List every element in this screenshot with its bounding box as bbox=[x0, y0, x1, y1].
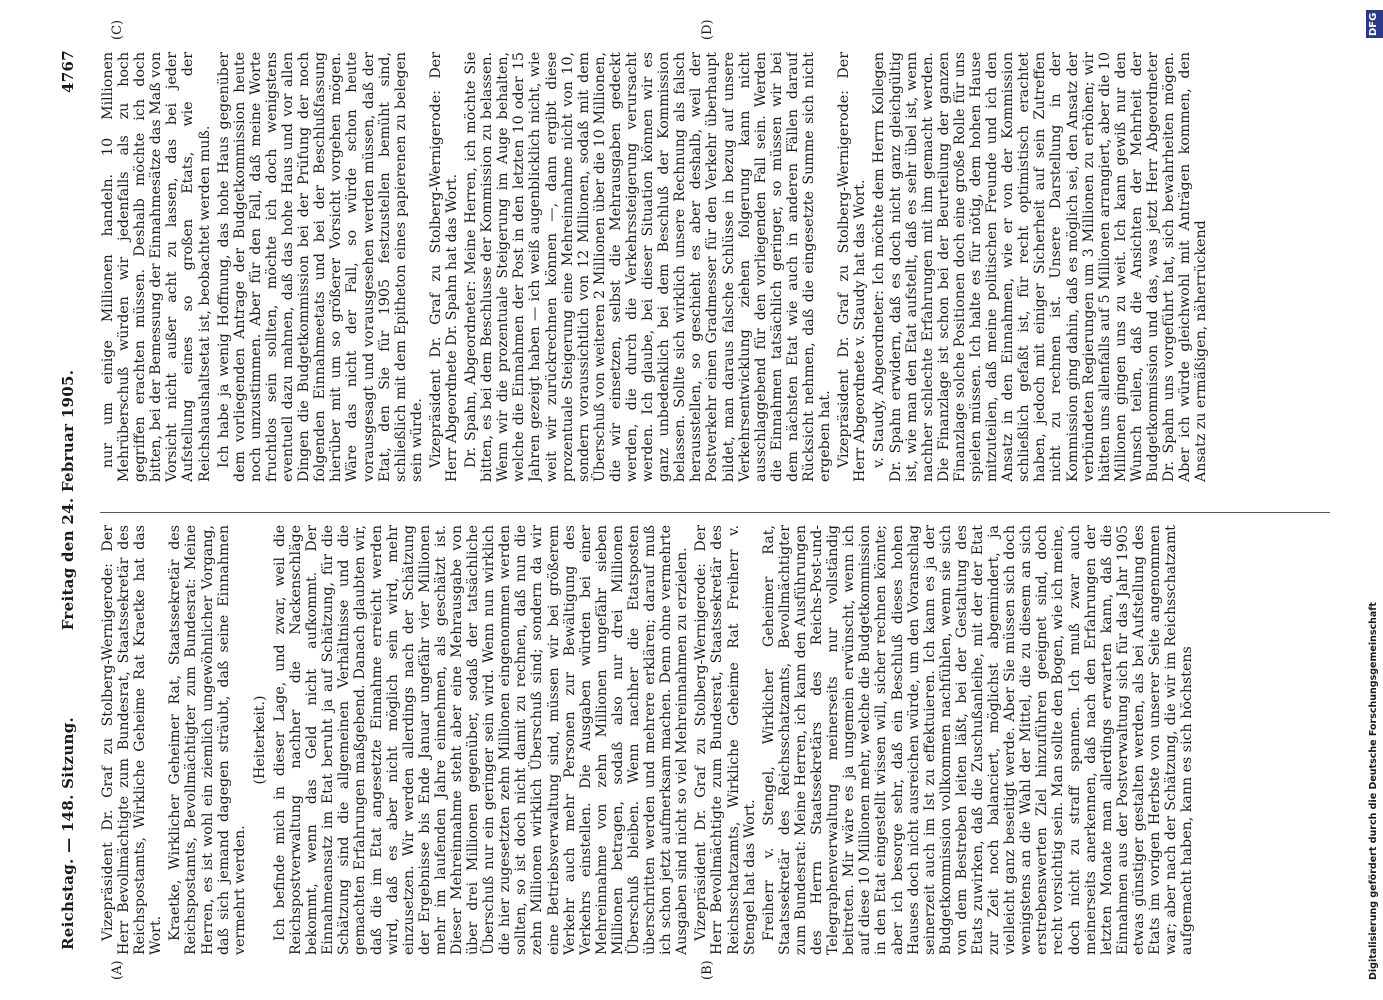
paragraph: Vizepräsident Dr. Graf zu Stolberg-Wernigerode: Der Herr Bevollmächtigte zum Bundesrat, Staatssekretär des Reichsschatzamts, Wirkliche Geheime Rat Freiherr v. Stengel hat das Wort. bbox=[693, 525, 758, 955]
interjection: (Heiterkeit.) bbox=[251, 695, 268, 785]
header-session: Reichstag. — 148. Sitzung. bbox=[59, 716, 77, 950]
paragraph: Kraetke, Wirklicher Geheimer Rat, Staatssekretär des Reichspostamts, Bevollmächtigter zum Bundesrat: Meine Herren, es ist wohl ein ziemlich ungewöhnlicher Vorgang, daß sich jemand dagegen sträubt, daß seine Einnahmen vermehrt werden. bbox=[167, 525, 248, 955]
margin-marker-a: (A) bbox=[110, 960, 125, 980]
paragraph: Dr. Spahn, Abgeordneter: Meine Herren, ich möchte Sie bitten, es bei dem Beschlusse der Kommission zu belassen. Wenn wir die prozentuale Steigerung im Auge behalten, welche die Einnahmen der Post in den letzten 10 oder 15 Jahren gezeigt haben — ich weiß augenblicklich nicht, wie weit wir zurückrechnen können —, dann ergibt diese prozentuale Steigerung eine Mehreinnahme nicht von 10, sondern voraussichtlich von 12 Millionen, sodaß mit dem Überschuß von weiteren 2 Millionen über die 10 Millionen, die wir einsetzen, selbst die Mehrausgaben gedeckt werden, die durch die Verkehrssteigerung verursacht werden. Ich glaube, bei dieser Situation können wir es ganz unbedenklich bei dem Beschluß der Kommission belassen. Sollte sich wirklich unsere Rechnung als falsch herausstellen, so geschieht es aber deshalb, weil der Postverkehr einen Gradmesser für den Verkehr überhaupt bildet, man daraus falsche Schlüsse in bezug auf unsere Verkehrsentwicklung ziehen folgerung kann nicht ausschlaggebend für den vorliegenden Fall sein. Werden die Einnahmen tatsächlich geringer, so müssen wir bei dem nächsten Etat wie auch in anderen Fällen darauf Rücksicht nehmen, daß die eingesetzte Summe sich nicht ergeben hat. bbox=[463, 52, 834, 482]
paragraph: Vizepräsident Dr. Graf zu Stolberg-Wernigerode: Der Herr Bevollmächtigte zum Bundesrat, Staatssekretär des Reichspostamts, Wirkliche Geheime Rat Kraetke hat das Wort. bbox=[100, 525, 165, 955]
column-divider bbox=[100, 512, 1330, 513]
page-number: 4767 bbox=[59, 50, 77, 93]
left-column bbox=[100, 525, 1330, 955]
margin-marker-d: (D) bbox=[700, 19, 715, 40]
paragraph: Ich habe ja wenig Hoffnung, das hohe Haus gegenüber dem vorliegenden Antrage der Budgetkommission heute noch umzustimmen. Aber für den Fall, daß meine Worte fruchtlos sein sollten, möchte ich doch wenigstens eventuell dazu mahnen, daß das hohe Haus und vor allen Dingen die Budgetkommission bei der Prüfung der noch folgenden Einnahmeetats und bei der Beschlußfassung hierüber mit um so größerer Vorsicht vorgehen mögen. Wäre das nicht der Fall, so würde schon heute vorausgesagt und vorausgesehen werden müssen, daß der Etat, den Sie für 1905 festzustellen bemüht sind, schließlich mit dem Epitheton eines papierenen zu belegen sein würde. bbox=[215, 52, 425, 482]
paragraph: Vizepräsident Dr. Graf zu Stolberg-Wernigerode: Der Herr Abgeordnete Dr. Spahn hat das Wort. bbox=[427, 52, 460, 482]
paragraph: v. Staudy, Abgeordneter: Ich möchte dem Herrn Kollegen Dr. Spahn erwidern, daß es doch nicht ganz gleichgültig ist, wie man den Etat aufstellt, daß es sehr übel ist, wenn nachher schlechte Erfahrungen mit ihm gemacht werden. Die Finanzlage ist schon bei der Beurteilung der ganzen Finanzlage solche Positionen doch eine große Rolle für uns spielen müssen. Ich halte es für nötig, dem hohen Hause mitzuteilen, daß meine politischen Freunde und ich den Ansatz in den Einnahmen, wie er von der Kommission schließlich gefaßt ist, für recht optimistisch erachtet haben, jedoch mit einiger Sicherheit auf sein Zutreffen nicht zu rechnen ist. Unsere Darstellung in der Kommission ging dahin, daß es möglich sei, den Ansatz der verbündeten Regierungen um 3 Millionen zu erhöhen; wir hätten uns allenfalls auf 5 Millionen arrangiert, aber die 10 Millionen gingen uns zu weit. Ich kann gewiß nur den Wunsch teilen, daß die Ansichten der Mehrheit der Budgetkommission und das, was jetzt Herr Abgeordneter Dr. Spahn uns vorgeführt hat, sich bewahrheiten mögen. Aber ich würde gleichwohl mit Anträgen kommen, den Ansatz zu ermäßigen, näherrückend bbox=[871, 52, 1210, 482]
dfg-logo bbox=[1366, 10, 1383, 38]
paragraph: Vizepräsident Dr. Graf zu Stolberg-Wernigerode: Der Herr Abgeordnete v. Staudy hat das Wort. bbox=[836, 52, 869, 482]
margin-marker-b: (B) bbox=[700, 960, 715, 980]
header-date: Freitag den 24. Februar 1905. bbox=[59, 369, 77, 631]
paragraph: Ich befinde mich in dieser Lage, und zwar, weil die Reichspostverwaltung nachher die Nackenschläge bekommt, wenn das Geld nicht aufkommt. Der Einnahmeansatz im Etat beruht ja auf Schätzung, für die Schätzung sind die allgemeinen Verhältnisse und die gemachten Erfahrungen maßgebend. Danach glaubten wir, daß die im Etat angesetzte Einnahme erreicht werden wird, daß es aber nicht möglich sein wird, mehr einzusetzen. Wir werden allerdings nach der Schätzung der Ergebnisse bis Ende Januar ungefähr vier Millionen mehr im laufenden Jahre einnehmen, als geschätzt ist. Dieser Mehreinnahme steht aber eine Mehrausgabe von über drei Millionen gegenüber, sodaß der tatsächliche Überschuß nur ein geringer sein wird. Wenn nun wirklich die hier zugesetzten zehn Millionen eingenommen werden sollten, so ist doch nicht damit zu rechnen, daß nun die zehn Millionen wirklich Überschuß sind; sondern da wir eine Betriebsverwaltung sind, müssen wir bei größerem Verkehr auch mehr Personen zur Bewältigung des Verkehrs einstellen. Die Ausgaben würden bei einer Mehreinnahme von zehn Millionen ungefähr sieben Millionen betragen, sodaß also nur drei Millionen Überschuß bleiben. Wenn nachher die Etatsposten überschritten werden und mehrere erklären; darauf muß ich schon jetzt aufmerksam machen. Denn ohne vermehrte Ausgaben sind nicht so viel Mehreinnahmen zu erzielen. bbox=[271, 525, 691, 955]
paragraph: Freiherr v. Stengel, Wirklicher Geheimer Rat, Staatssekretär des Reichsschatzamts, Bevollmächtigter zum Bundesrat: Meine Herren, ich kann den Ausführungen des Herrn Staatssekretärs des Reichs-Post-und-Telegraphenverwaltung meinerseits nur vollständig beitreten. Mir wäre es ja ungemein erwünscht, wenn ich auf diese 10 Millionen mehr, welche die Budgetkommission in den Etat eingestellt wissen will, sicher rechnen könnte; aber ich besorge sehr, daß ein Beschluß dieses hohen Hauses doch nicht ausreichen würde, um den Voranschlag seinerzeit auch im Ist zu effektuieren. Ich kann es ja der Budgetkommission vollkommen nachfühlen, wenn sie sich von dem Bestreben leiten läßt, bei der Gestaltung des Etats zuwirken, daß die Zuschußanleihe, mit der der Etat zur Zeit noch balanciert, möglichst abgemindert, ja vielleicht ganz beseitigt werde. Aber Sie müssen sich doch wenigstens an die Wahl der Mittel, die zu diesem an sich erstrebenswerten Ziel hinzuführen geeignet sind, doch recht vorsichtig sein. Man sollte den Bogen, wie ich meine, doch nicht zu straff spannen. Ich muß zwar auch meinerseits anerkennen, daß nach den Erfahrungen der letzten Monate man allerdings erwarten kann, daß die Einnahmen aus der Postverwaltung sich für das Jahr 1905 etwas günstiger gestalten werden, als bei Aufstellung des Etats im vorigen Herbste von unserer Seite angenommen war; aber nach der Schätzung, die wir im Reichsschatzamt aufgemacht haben, kann es sich höchstens bbox=[760, 525, 1196, 955]
digitization-credit bbox=[1368, 180, 1382, 980]
credit-text: Digitalisierung gefördert durch die Deutsche Forschungsgemeinschaft bbox=[1368, 602, 1379, 980]
right-column bbox=[100, 52, 1330, 482]
dfg-logo-text: DFG bbox=[1368, 12, 1379, 36]
running-header bbox=[55, 50, 85, 950]
paragraph: nur um einige Millionen handeln. 10 Millionen Mehrüberschuß würden wir jedenfalls als zu hoch gegriffen erachten müssen. Deshalb möchte ich doch bitten, bei der Bemessung der Einnahmesätze das Maß von Vorsicht nicht außer acht zu lassen, das bei jeder Aufstellung eines so großen Etats, wie der Reichshaushaltsetat ist, beobachtet werden muß. bbox=[100, 52, 213, 482]
margin-marker-c: (C) bbox=[110, 19, 125, 40]
